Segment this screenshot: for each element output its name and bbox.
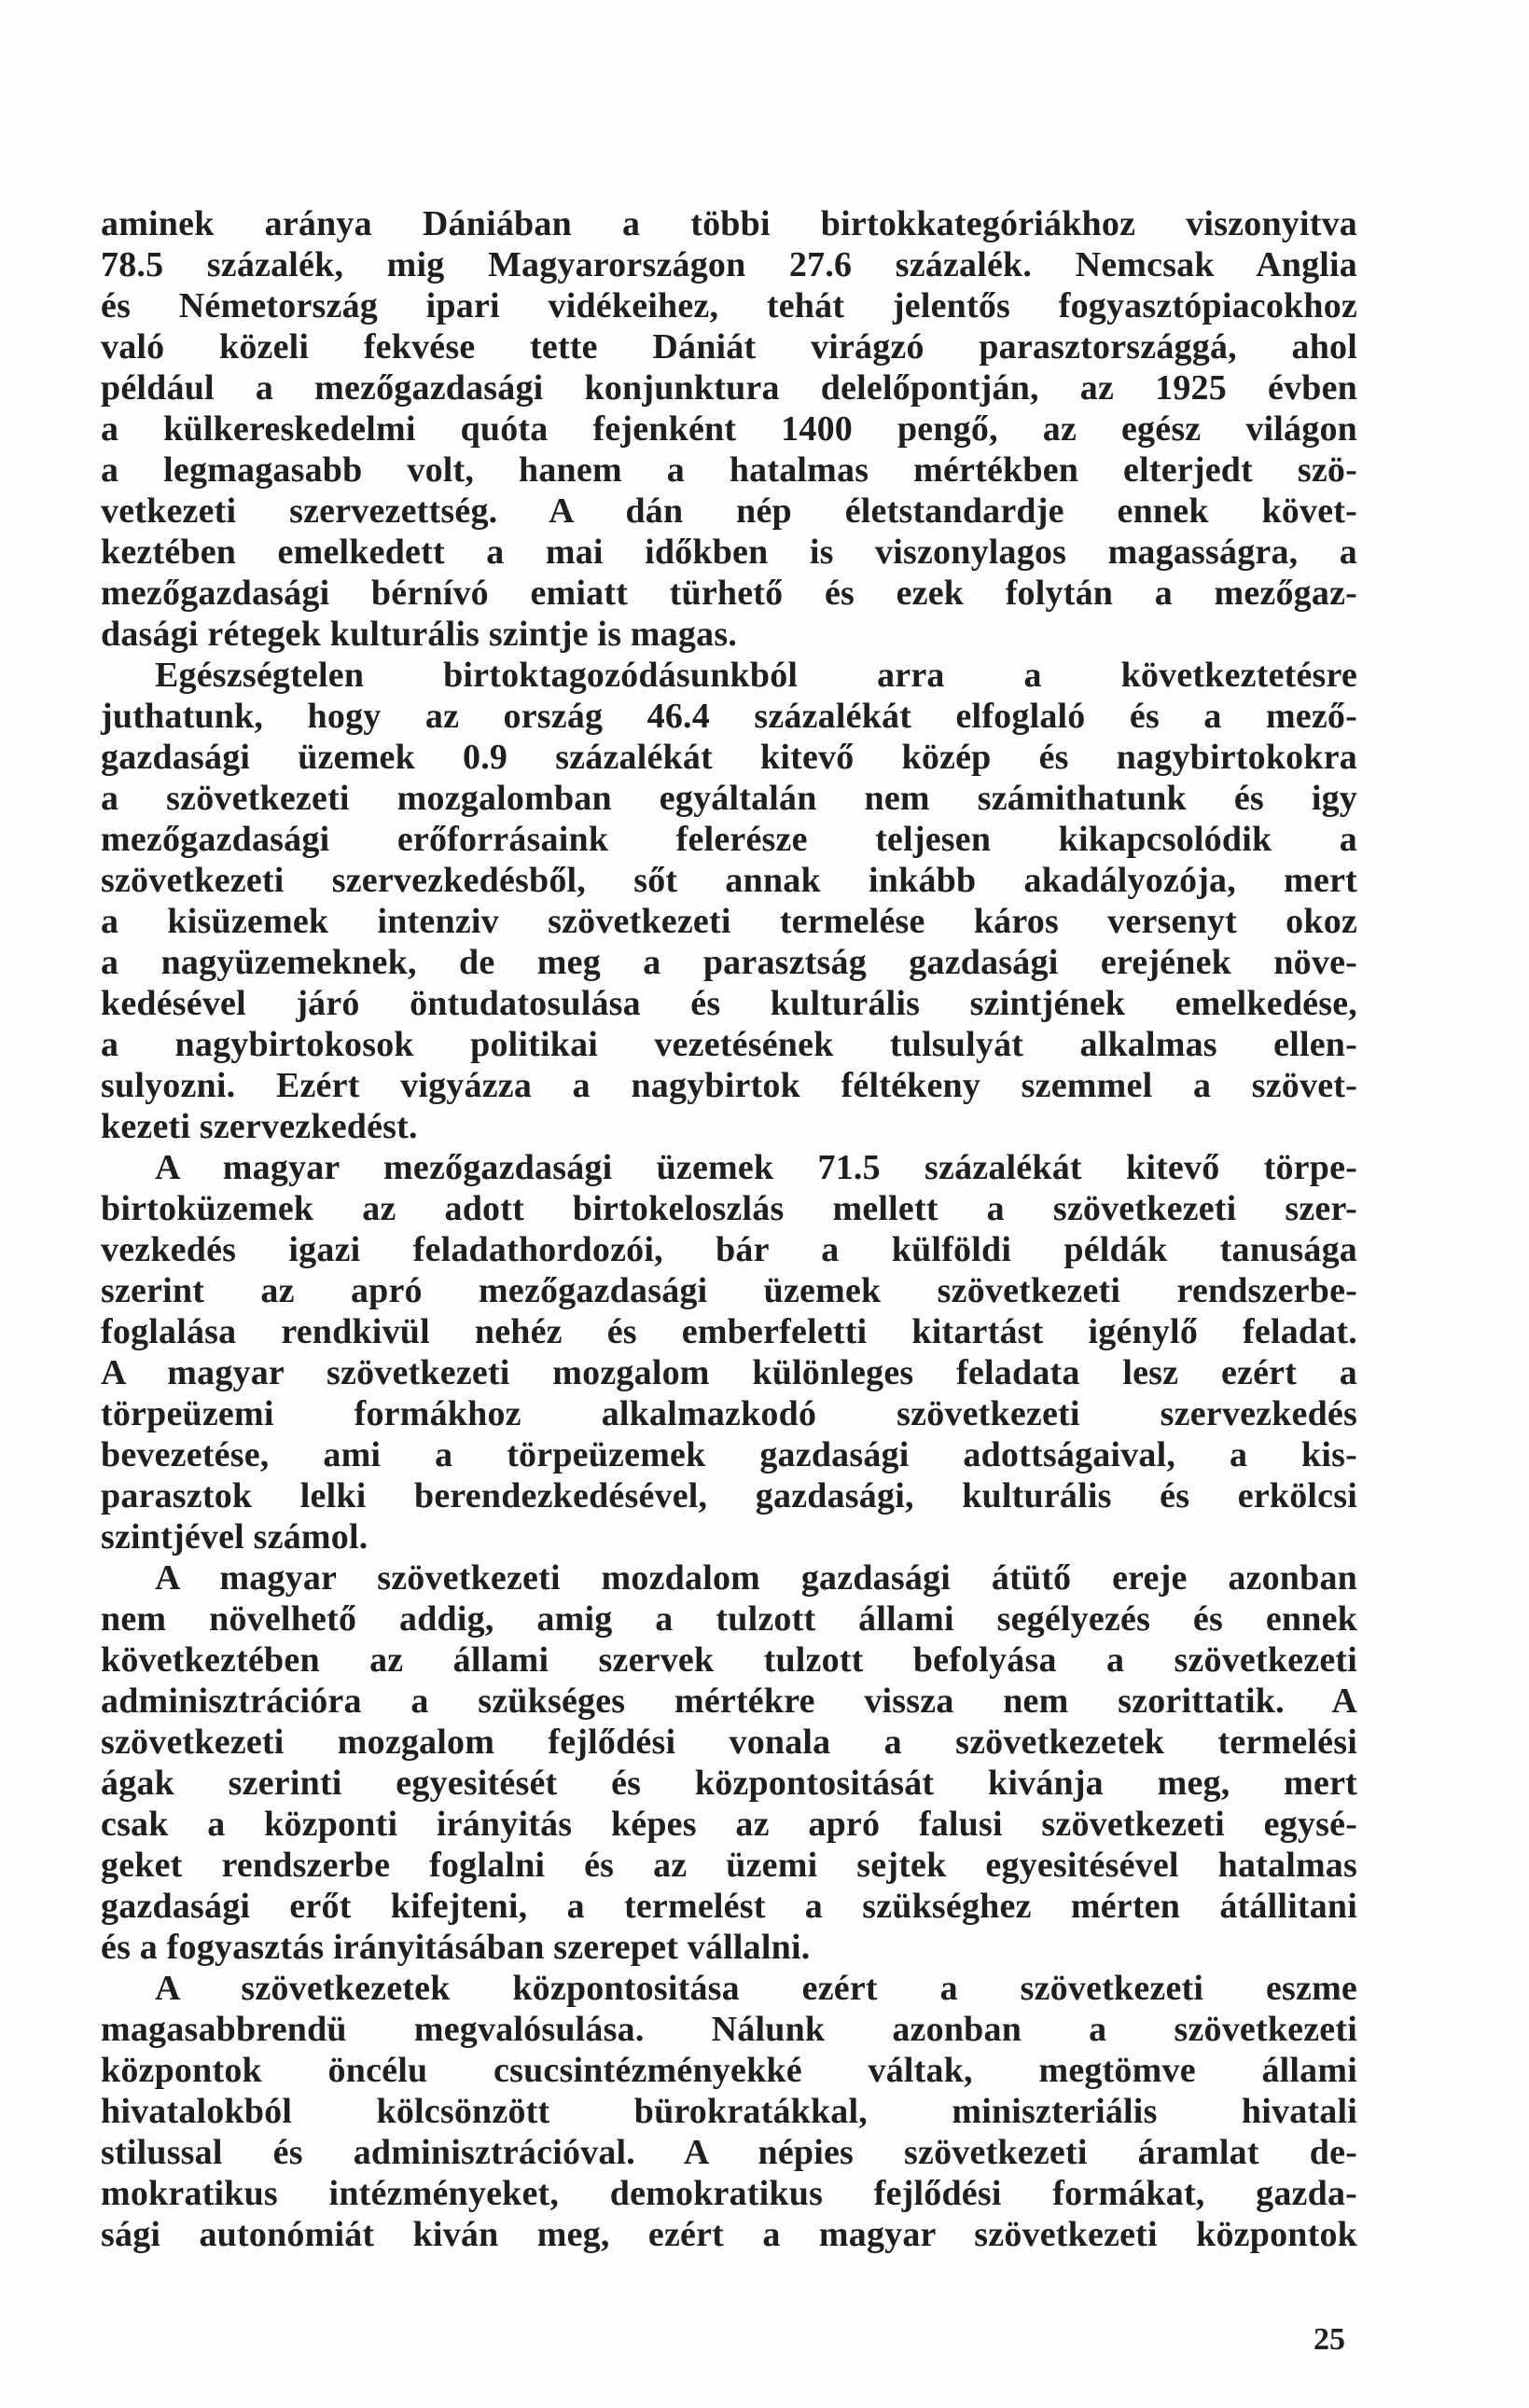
text-line: adminisztrációra a szükséges mértékre vissza nem szorittatik. A bbox=[101, 1681, 1357, 1721]
text-line: gazdasági erőt kifejteni, a termelést a szükséghez mérten átállitani bbox=[101, 1887, 1357, 1926]
text-line: stilussal és adminisztrációval. A népies szövetkezeti áramlat de- bbox=[101, 2133, 1357, 2172]
paragraph bbox=[101, 1147, 1357, 1557]
text-line: a legmagasabb volt, hanem a hatalmas mértékben elterjedt szö- bbox=[101, 450, 1357, 490]
text-line: és a fogyasztás irányitásában szerepet vállalni. bbox=[101, 1928, 811, 1967]
text-line: gazdasági üzemek 0.9 százalékát kitevő közép és nagybirtokokra bbox=[101, 738, 1357, 777]
text-line: mokratikus intézményeket, demokratikus fejlődési formákat, gazda- bbox=[101, 2174, 1357, 2213]
text-line: keztében emelkedett a mai időkben is viszonylagos magasságra, a bbox=[101, 533, 1357, 572]
text-line: való közeli fekvése tette Dániát virágzó parasztországgá, ahol bbox=[101, 327, 1357, 367]
text-line: dasági rétegek kulturális szintje is magas. bbox=[101, 615, 738, 654]
text-line: A magyar szövetkezeti mozgalom különleges feladata lesz ezért a bbox=[101, 1353, 1357, 1392]
text-line: birtoküzemek az adott birtokeloszlás mellett a szövetkezeti szer- bbox=[101, 1189, 1357, 1228]
text-line: A magyar mezőgazdasági üzemek 71.5 százalékát kitevő törpe- bbox=[155, 1148, 1357, 1187]
text-line: nem növelhető addig, amig a tulzott állami segélyezés és ennek bbox=[101, 1599, 1357, 1639]
text-line: foglalása rendkivül nehéz és emberfeletti kitartást igénylő feladat. bbox=[101, 1312, 1357, 1351]
text-line: A magyar szövetkezeti mozdalom gazdasági átütő ereje azonban bbox=[155, 1558, 1357, 1598]
text-line: szövetkezeti mozgalom fejlődési vonala a szövetkezetek termelési bbox=[101, 1723, 1357, 1762]
text-line: A szövetkezetek központositása ezért a szövetkezeti eszme bbox=[155, 1969, 1357, 2008]
text-line: a szövetkezeti mozgalomban egyáltalán nem számithatunk és igy bbox=[101, 779, 1357, 818]
text-line: a külkereskedelmi quóta fejenként 1400 pengő, az egész világon bbox=[101, 409, 1357, 449]
text-line: vetkezeti szervezettség. A dán nép életstandardje ennek követ- bbox=[101, 491, 1357, 531]
text-line: parasztok lelki berendezkedésével, gazdasági, kulturális és erkölcsi bbox=[101, 1476, 1357, 1515]
text-line: a nagyüzemeknek, de meg a parasztság gazdasági erejének növe- bbox=[101, 943, 1357, 982]
text-line: csak a központi irányitás képes az apró falusi szövetkezeti egysé- bbox=[101, 1805, 1357, 1844]
text-line: magasabbrendü megvalósulása. Nálunk azonban a szövetkezeti bbox=[101, 2010, 1357, 2049]
text-line: aminek aránya Dániában a többi birtokkategóriákhoz viszonyitva bbox=[101, 204, 1357, 243]
text-line: hivatalokból kölcsönzött bürokratákkal, miniszteriális hivatali bbox=[101, 2092, 1357, 2131]
text-line: ágak szerinti egyesitését és központositását kivánja meg, mert bbox=[101, 1764, 1357, 1803]
text-line: törpeüzemi formákhoz alkalmazkodó szövetkezeti szervezkedés bbox=[101, 1394, 1357, 1433]
paragraph bbox=[101, 203, 1357, 655]
text-line: következtében az állami szervek tulzott befolyása a szövetkezeti bbox=[101, 1640, 1357, 1680]
paragraph bbox=[101, 1968, 1357, 2255]
page-number: 25 bbox=[1314, 2322, 1345, 2357]
text-line: szintjével számol. bbox=[101, 1517, 368, 1557]
text-line: mezőgazdasági bérnívó emiatt türhető és ezek folytán a mezőgaz- bbox=[101, 574, 1357, 613]
text-line: vezkedés igazi feladathordozói, bár a külföldi példák tanusága bbox=[101, 1230, 1357, 1269]
text-line: 78.5 százalék, mig Magyarországon 27.6 százalék. Nemcsak Anglia bbox=[101, 245, 1357, 284]
text-line: sági autonómiát kiván meg, ezért a magyar szövetkezeti központok bbox=[101, 2215, 1357, 2254]
text-line: és Németország ipari vidékeihez, tehát jelentős fogyasztópiacokhoz bbox=[101, 286, 1357, 325]
text-line: központok öncélu csucsintézményekké váltak, megtömve állami bbox=[101, 2051, 1357, 2090]
text-line: kezeti szervezkedést. bbox=[101, 1107, 418, 1146]
text-line: sulyozni. Ezért vigyázza a nagybirtok féltékeny szemmel a szövet- bbox=[101, 1066, 1357, 1105]
text-line: bevezetése, ami a törpeüzemek gazdasági adottságaival, a kis- bbox=[101, 1435, 1357, 1474]
text-line: szerint az apró mezőgazdasági üzemek szövetkezeti rendszerbe- bbox=[101, 1271, 1357, 1310]
text-line: Egészségtelen birtoktagozódásunkból arra a következtetésre bbox=[155, 656, 1357, 695]
text-line: kedésével járó öntudatosulása és kulturális szintjének emelkedése, bbox=[101, 984, 1357, 1023]
text-line: szövetkezeti szervezkedésből, sőt annak inkább akadályozója, mert bbox=[101, 861, 1357, 900]
body-text bbox=[101, 203, 1357, 2255]
text-line: például a mezőgazdasági konjunktura delelőpontján, az 1925 évben bbox=[101, 368, 1357, 408]
text-line: mezőgazdasági erőforrásaink felerésze teljesen kikapcsolódik a bbox=[101, 820, 1357, 859]
paragraph bbox=[101, 1557, 1357, 1968]
paragraph bbox=[101, 655, 1357, 1147]
text-line: juthatunk, hogy az ország 46.4 százalékát elfoglaló és a mező- bbox=[101, 697, 1357, 736]
text-line: a kisüzemek intenziv szövetkezeti termelése káros versenyt okoz bbox=[101, 902, 1357, 941]
text-line: a nagybirtokosok politikai vezetésének tulsulyát alkalmas ellen- bbox=[101, 1025, 1357, 1064]
text-line: geket rendszerbe foglalni és az üzemi sejtek egyesitésével hatalmas bbox=[101, 1846, 1357, 1885]
